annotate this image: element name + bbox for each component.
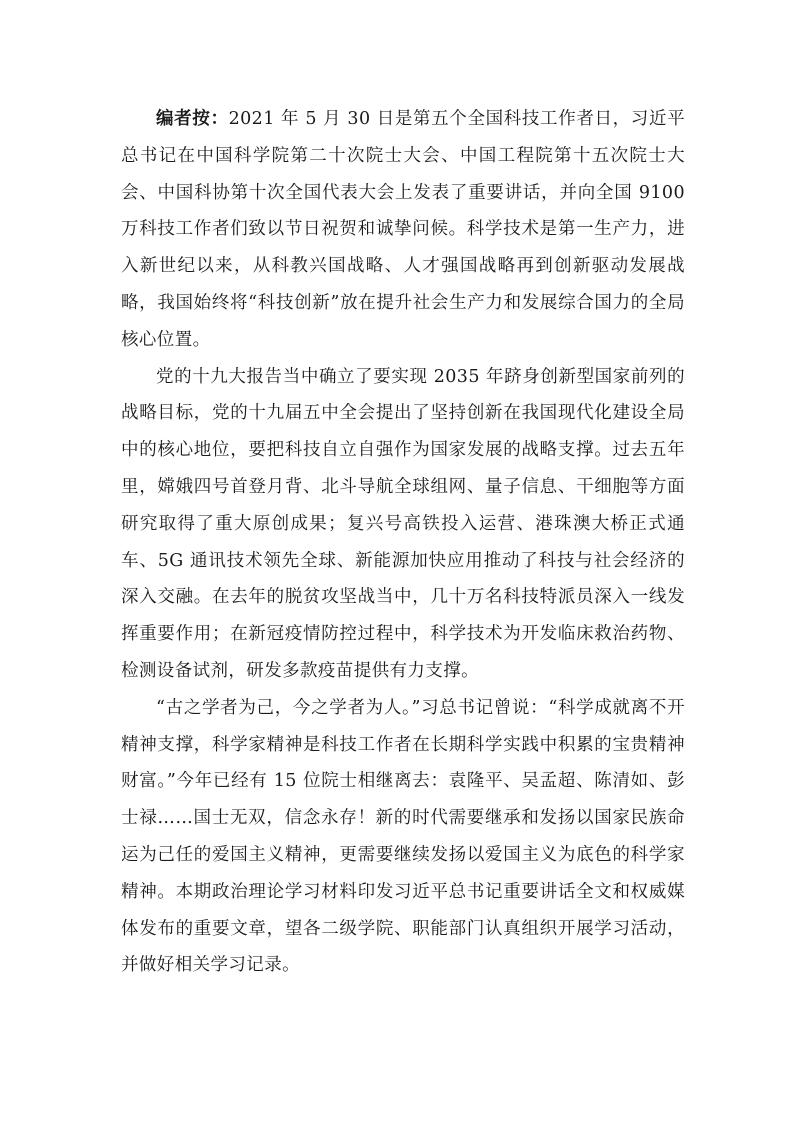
paragraph-text: “古之学者为己，今之学者为人。”习总书记曾说：“科学成就离不开精神支撑，科学家精神是科技工作者在长期科学实践中积累的宝贵精神财富。”今年已经有 15 位院士相继离去：袁隆平、吴孟超、陈清如、彭士禄……国士无双，信念永存！新的时代需要继承和发扬以国家民族命运为己任的爱国主义精神，更需要继续发扬以爱国主义为底色的科学家精神。本期政治理论学习材料印发习近平总书记重要讲话全文和权威媒体发布的重要文章，望各二级学院、职能部门认真组织开展学习活动，并做好相关学习记录。 — [121, 697, 685, 976]
paragraph-text: 2021 年 5 月 30 日是第五个全国科技工作者日，习近平总书记在中国科学院第二十次院士大会、中国工程院第十五次院士大会、中国科协第十次全国代表大会上发表了重要讲话，并向全国 9100 万科技工作者们致以节日祝贺和诚挚问候。科学技术是第一生产力，进入新世纪以来，从科教兴国战略、人才强国战略再到创新驱动发展战略，我国始终将“科技创新”放在提升社会生产力和发展综合国力的全局核心位置。 — [121, 109, 685, 350]
paragraph-scientist-spirit — [121, 690, 685, 984]
paragraph-text: 党的十九大报告当中确立了要实现 2035 年跻身创新型国家前列的战略目标，党的十九届五中全会提出了坚持创新在我国现代化建设全局中的核心地位，要把科技自立自强作为国家发展的战略支撑。过去五年里，嫦娥四号首登月背、北斗导航全球组网、量子信息、干细胞等方面研究取得了重大原创成果；复兴号高铁投入运营、港珠澳大桥正式通车、5G 通讯技术领先全球、新能源加快应用推动了科技与社会经济的深入交融。在去年的脱贫攻坚战当中，几十万名科技特派员深入一线发挥重要作用；在新冠疫情防控过程中，科学技术为开发临床救治药物、检测设备试剂，研发多款疫苗提供有力支撑。 — [121, 366, 685, 681]
document-body — [121, 101, 685, 984]
editor-note-label: 编者按： — [156, 109, 229, 129]
paragraph-editor-note — [121, 101, 685, 359]
paragraph-strategy — [121, 359, 685, 690]
